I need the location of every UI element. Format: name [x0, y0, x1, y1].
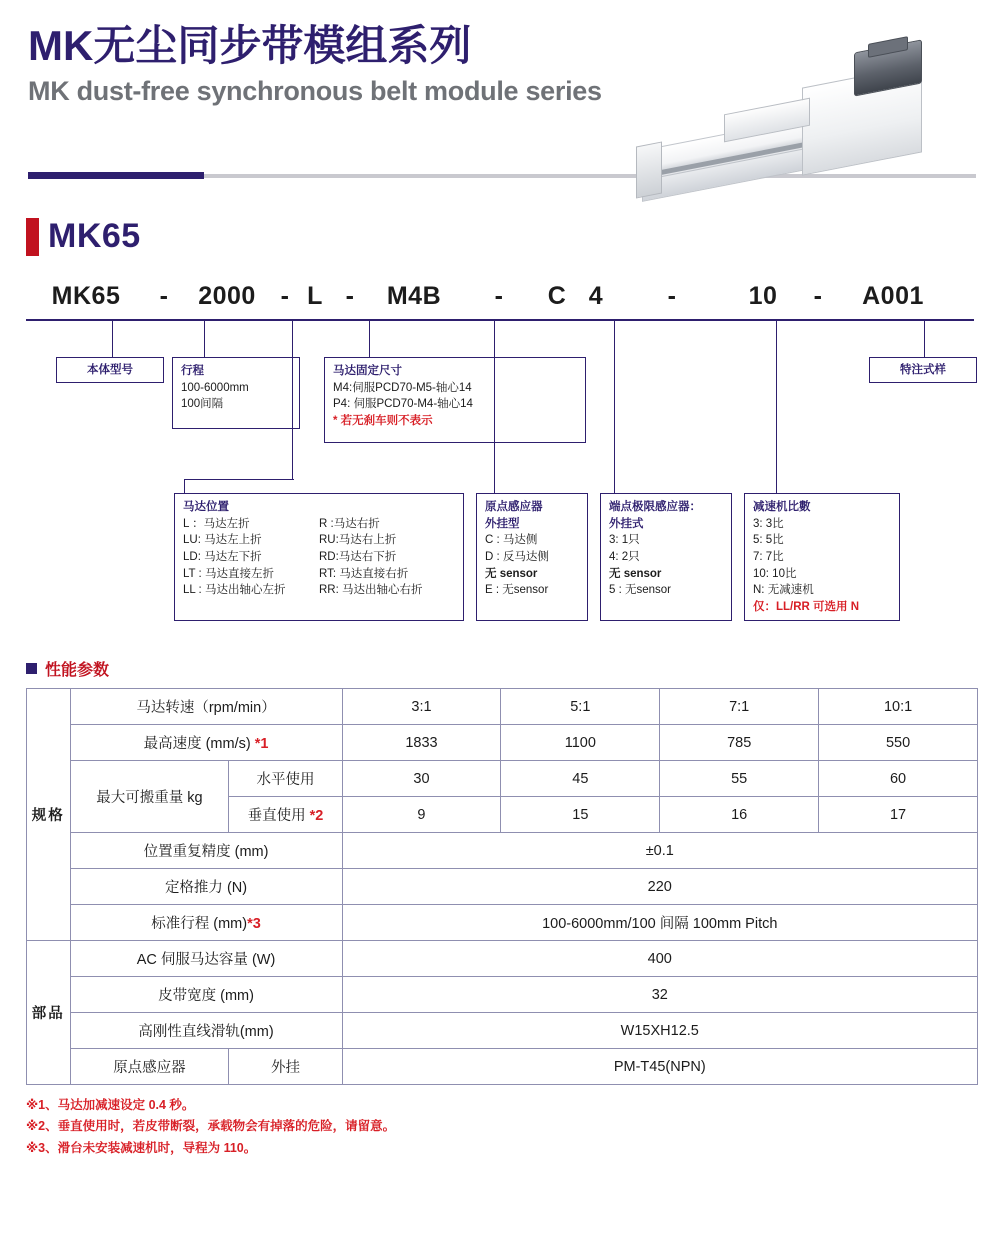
- leader-special: [924, 321, 925, 357]
- row-label-linear-guide: 高刚性直线滑轨(mm): [70, 1013, 342, 1049]
- footnote-3: ※3、滑台未安装减速机时，导程为 110。: [26, 1140, 257, 1155]
- legend-motor-position-cols: [183, 516, 455, 599]
- motorpos-right-3: RT: 马达直接右折: [319, 567, 409, 580]
- legend-motor-fix-note: * 若无刹车则不表示: [333, 415, 433, 428]
- legend-stroke: [172, 357, 300, 429]
- cell-2-3: 60: [819, 761, 978, 797]
- cell-7-merged: 400: [342, 941, 977, 977]
- legend-origin-bold: 无 sensor: [485, 567, 538, 580]
- legend-motor-fix-title: 马达固定尺寸: [333, 365, 402, 377]
- cell-6-merged: 100-6000mm/100 间隔 100mm Pitch: [342, 905, 977, 941]
- code-dash-2: -: [280, 282, 290, 310]
- legend-origin-line-0: C : 马达侧: [485, 534, 538, 547]
- code-seg-origin: C: [547, 282, 567, 310]
- cell-4-merged: ±0.1: [342, 833, 977, 869]
- legend-motor-position: [174, 493, 464, 621]
- legend-stroke-line-1: 100-6000mm: [181, 381, 249, 394]
- row-label-standard-stroke: [70, 905, 342, 941]
- legend-diagram: [24, 321, 976, 641]
- row-label-ac-servo: AC 伺服马达容量 (W): [70, 941, 342, 977]
- footnote-1: ※1、马达加减速设定 0.4 秒。: [26, 1098, 195, 1112]
- header-divider-accent: [28, 172, 204, 179]
- leader-stroke: [204, 321, 205, 357]
- motorpos-right-4: RR: 马达出轴心右折: [319, 584, 423, 597]
- legend-motor-fix-line-1: M4:伺服PCD70-M5-轴心14: [333, 381, 472, 394]
- legend-limit-sensor: [600, 493, 732, 621]
- sideband-spec: 规格: [27, 689, 71, 941]
- table-row: [27, 761, 978, 797]
- row-label-motor-speed: 马达转速（rpm/min）: [70, 689, 342, 725]
- row-label-standard-stroke-text: 标准行程 (mm): [151, 916, 248, 932]
- cell-2-2: 55: [660, 761, 819, 797]
- cell-0-0: 3:1: [342, 689, 501, 725]
- leader-motorpos-h: [184, 479, 294, 480]
- legend-gear-note: 仅：LL/RR 可选用 N: [753, 601, 860, 614]
- cell-2-0: 30: [342, 761, 501, 797]
- cell-3-3: 17: [819, 797, 978, 833]
- row-label-origin-sensor: 原点感应器: [70, 1049, 229, 1085]
- table-row: [27, 833, 978, 869]
- code-seg-motorpos: L: [307, 282, 323, 310]
- table-row: [27, 1013, 978, 1049]
- legend-gear-line-1: 5: 5比: [753, 534, 784, 547]
- row-label-max-speed-star: *1: [254, 736, 269, 752]
- code-seg-body: MK65: [51, 282, 121, 310]
- motorpos-left-2: LD: 马达左下折: [183, 551, 262, 564]
- row-label-rated-thrust: 定格推力 (N): [70, 869, 342, 905]
- motorpos-right-0: R :马达右折: [319, 517, 380, 530]
- cell-0-3: 10:1: [819, 689, 978, 725]
- table-row: [27, 905, 978, 941]
- legend-gear-line-0: 3: 3比: [753, 517, 784, 530]
- product-endplate: [636, 141, 662, 198]
- cell-0-2: 7:1: [660, 689, 819, 725]
- legend-gear-ratio: [744, 493, 900, 621]
- leader-limit: [614, 321, 615, 493]
- table-row: [27, 725, 978, 761]
- row-label-max-speed-text: 最高速度 (mm/s): [143, 736, 255, 752]
- cell-8-merged: 32: [342, 977, 977, 1013]
- model-accent-bar: [26, 218, 39, 256]
- code-dash-3: -: [345, 282, 355, 310]
- legend-limit-title: 端点极限感应器：: [609, 501, 701, 513]
- row-sublabel-external: 外挂: [229, 1049, 342, 1085]
- legend-motor-position-right: [319, 516, 455, 599]
- code-seg-limit: 4: [588, 282, 604, 310]
- legend-stroke-title: 行程: [181, 365, 204, 377]
- footnotes: [26, 1095, 976, 1159]
- code-dash-1: -: [159, 282, 169, 310]
- model-code-string: [26, 282, 974, 311]
- header-title-en: MK dust-free synchronous belt module series: [28, 76, 602, 107]
- code-dash-4: -: [494, 282, 504, 310]
- section-marker-icon: [26, 663, 37, 674]
- code-seg-motorfix: M4B: [386, 282, 442, 310]
- cell-3-1: 15: [501, 797, 660, 833]
- product-illustration: [632, 40, 962, 245]
- cell-3-2: 16: [660, 797, 819, 833]
- legend-limit-bold: 无 sensor: [609, 567, 662, 580]
- motorpos-left-1: LU: 马达左上折: [183, 534, 262, 547]
- legend-origin-line-1: D : 反马达侧: [485, 551, 549, 564]
- cell-0-1: 5:1: [501, 689, 660, 725]
- legend-motor-position-left: [183, 516, 319, 599]
- legend-limit-line-1: 4: 2只: [609, 551, 640, 564]
- motorpos-left-0: L ：马达左折: [183, 517, 250, 530]
- leader-body: [112, 321, 113, 357]
- table-row: [27, 941, 978, 977]
- legend-gear-line-3: 10: 10比: [753, 567, 797, 580]
- legend-limit-line-0: 3: 1只: [609, 534, 640, 547]
- motorpos-left-3: LT : 马达直接左折: [183, 567, 274, 580]
- footnote-2: ※2、垂直使用时，若皮带断裂，承载物会有掉落的危险，请留意。: [26, 1119, 396, 1134]
- leader-gear: [776, 321, 777, 493]
- legend-body-model-title: 本体型号: [87, 363, 133, 376]
- legend-gear-line-2: 7: 7比: [753, 551, 784, 564]
- cell-1-0: 1833: [342, 725, 501, 761]
- legend-origin-last: E : 无sensor: [485, 584, 549, 597]
- row-sublabel-vertical-text: 垂直使用: [247, 808, 310, 824]
- legend-gear-line-4: N: 无减速机: [753, 584, 814, 597]
- motorpos-right-1: RU:马达右上折: [319, 534, 397, 547]
- table-row: [27, 977, 978, 1013]
- code-seg-gear: 10: [748, 282, 778, 310]
- cell-5-merged: 220: [342, 869, 977, 905]
- model-name: MK65: [48, 217, 141, 255]
- cell-1-2: 785: [660, 725, 819, 761]
- legend-limit-subtitle: 外挂式: [609, 517, 644, 530]
- header-title-cn: MK无尘同步带模组系列: [28, 22, 472, 69]
- table-row: [27, 1049, 978, 1085]
- leader-motorfix: [369, 321, 370, 357]
- row-sublabel-vertical-star: *2: [309, 808, 324, 824]
- cell-9-merged: W15XH12.5: [342, 1013, 977, 1049]
- row-sublabel-vertical: [229, 797, 342, 833]
- legend-origin-sensor: [476, 493, 588, 621]
- legend-special: [869, 357, 977, 383]
- leader-motorpos-v2: [184, 479, 185, 493]
- code-dash-6: -: [813, 282, 823, 310]
- cell-1-1: 1100: [501, 725, 660, 761]
- row-label-belt-width: 皮带宽度 (mm): [70, 977, 342, 1013]
- cell-2-1: 45: [501, 761, 660, 797]
- legend-motor-fix-line-2: P4: 伺服PCD70-M4-轴心14: [333, 398, 473, 411]
- motorpos-right-2: RD:马达右下折: [319, 551, 397, 564]
- row-label-max-speed: [70, 725, 342, 761]
- motorpos-left-4: LL : 马达出轴心左折: [183, 584, 286, 597]
- row-label-repeatability: 位置重复精度 (mm): [70, 833, 342, 869]
- leader-origin: [494, 321, 495, 493]
- cell-3-0: 9: [342, 797, 501, 833]
- legend-body-model: [56, 357, 164, 383]
- cell-1-3: 550: [819, 725, 978, 761]
- sideband-parts: 部品: [27, 941, 71, 1085]
- cell-10-merged: PM-T45(NPN): [342, 1049, 977, 1085]
- legend-motor-fix: [324, 357, 586, 443]
- page-header: [24, 24, 976, 199]
- legend-limit-last: 5 : 无sensor: [609, 584, 671, 597]
- leader-motorpos-v: [292, 321, 293, 479]
- spec-table: [26, 688, 978, 1085]
- code-dash-5: -: [667, 282, 677, 310]
- legend-gear-title: 减速机比數: [753, 501, 811, 513]
- table-row: [27, 869, 978, 905]
- code-seg-special: A001: [862, 282, 924, 310]
- model-code-block: [26, 282, 974, 321]
- legend-origin-title: 原点感应器: [485, 501, 543, 513]
- legend-motor-position-title: 马达位置: [183, 501, 229, 513]
- row-label-standard-stroke-star: *3: [247, 916, 261, 932]
- legend-special-title: 特注式样: [900, 363, 946, 376]
- legend-origin-subtitle: 外挂型: [485, 517, 520, 530]
- spec-section-heading: [26, 657, 976, 680]
- table-row: [27, 689, 978, 725]
- row-label-max-load: 最大可搬重量 kg: [70, 761, 229, 833]
- spec-section-title: 性能参数: [45, 662, 110, 679]
- row-sublabel-horizontal: 水平使用: [229, 761, 342, 797]
- legend-stroke-line-2: 100间隔: [181, 398, 224, 411]
- code-seg-stroke: 2000: [198, 282, 256, 310]
